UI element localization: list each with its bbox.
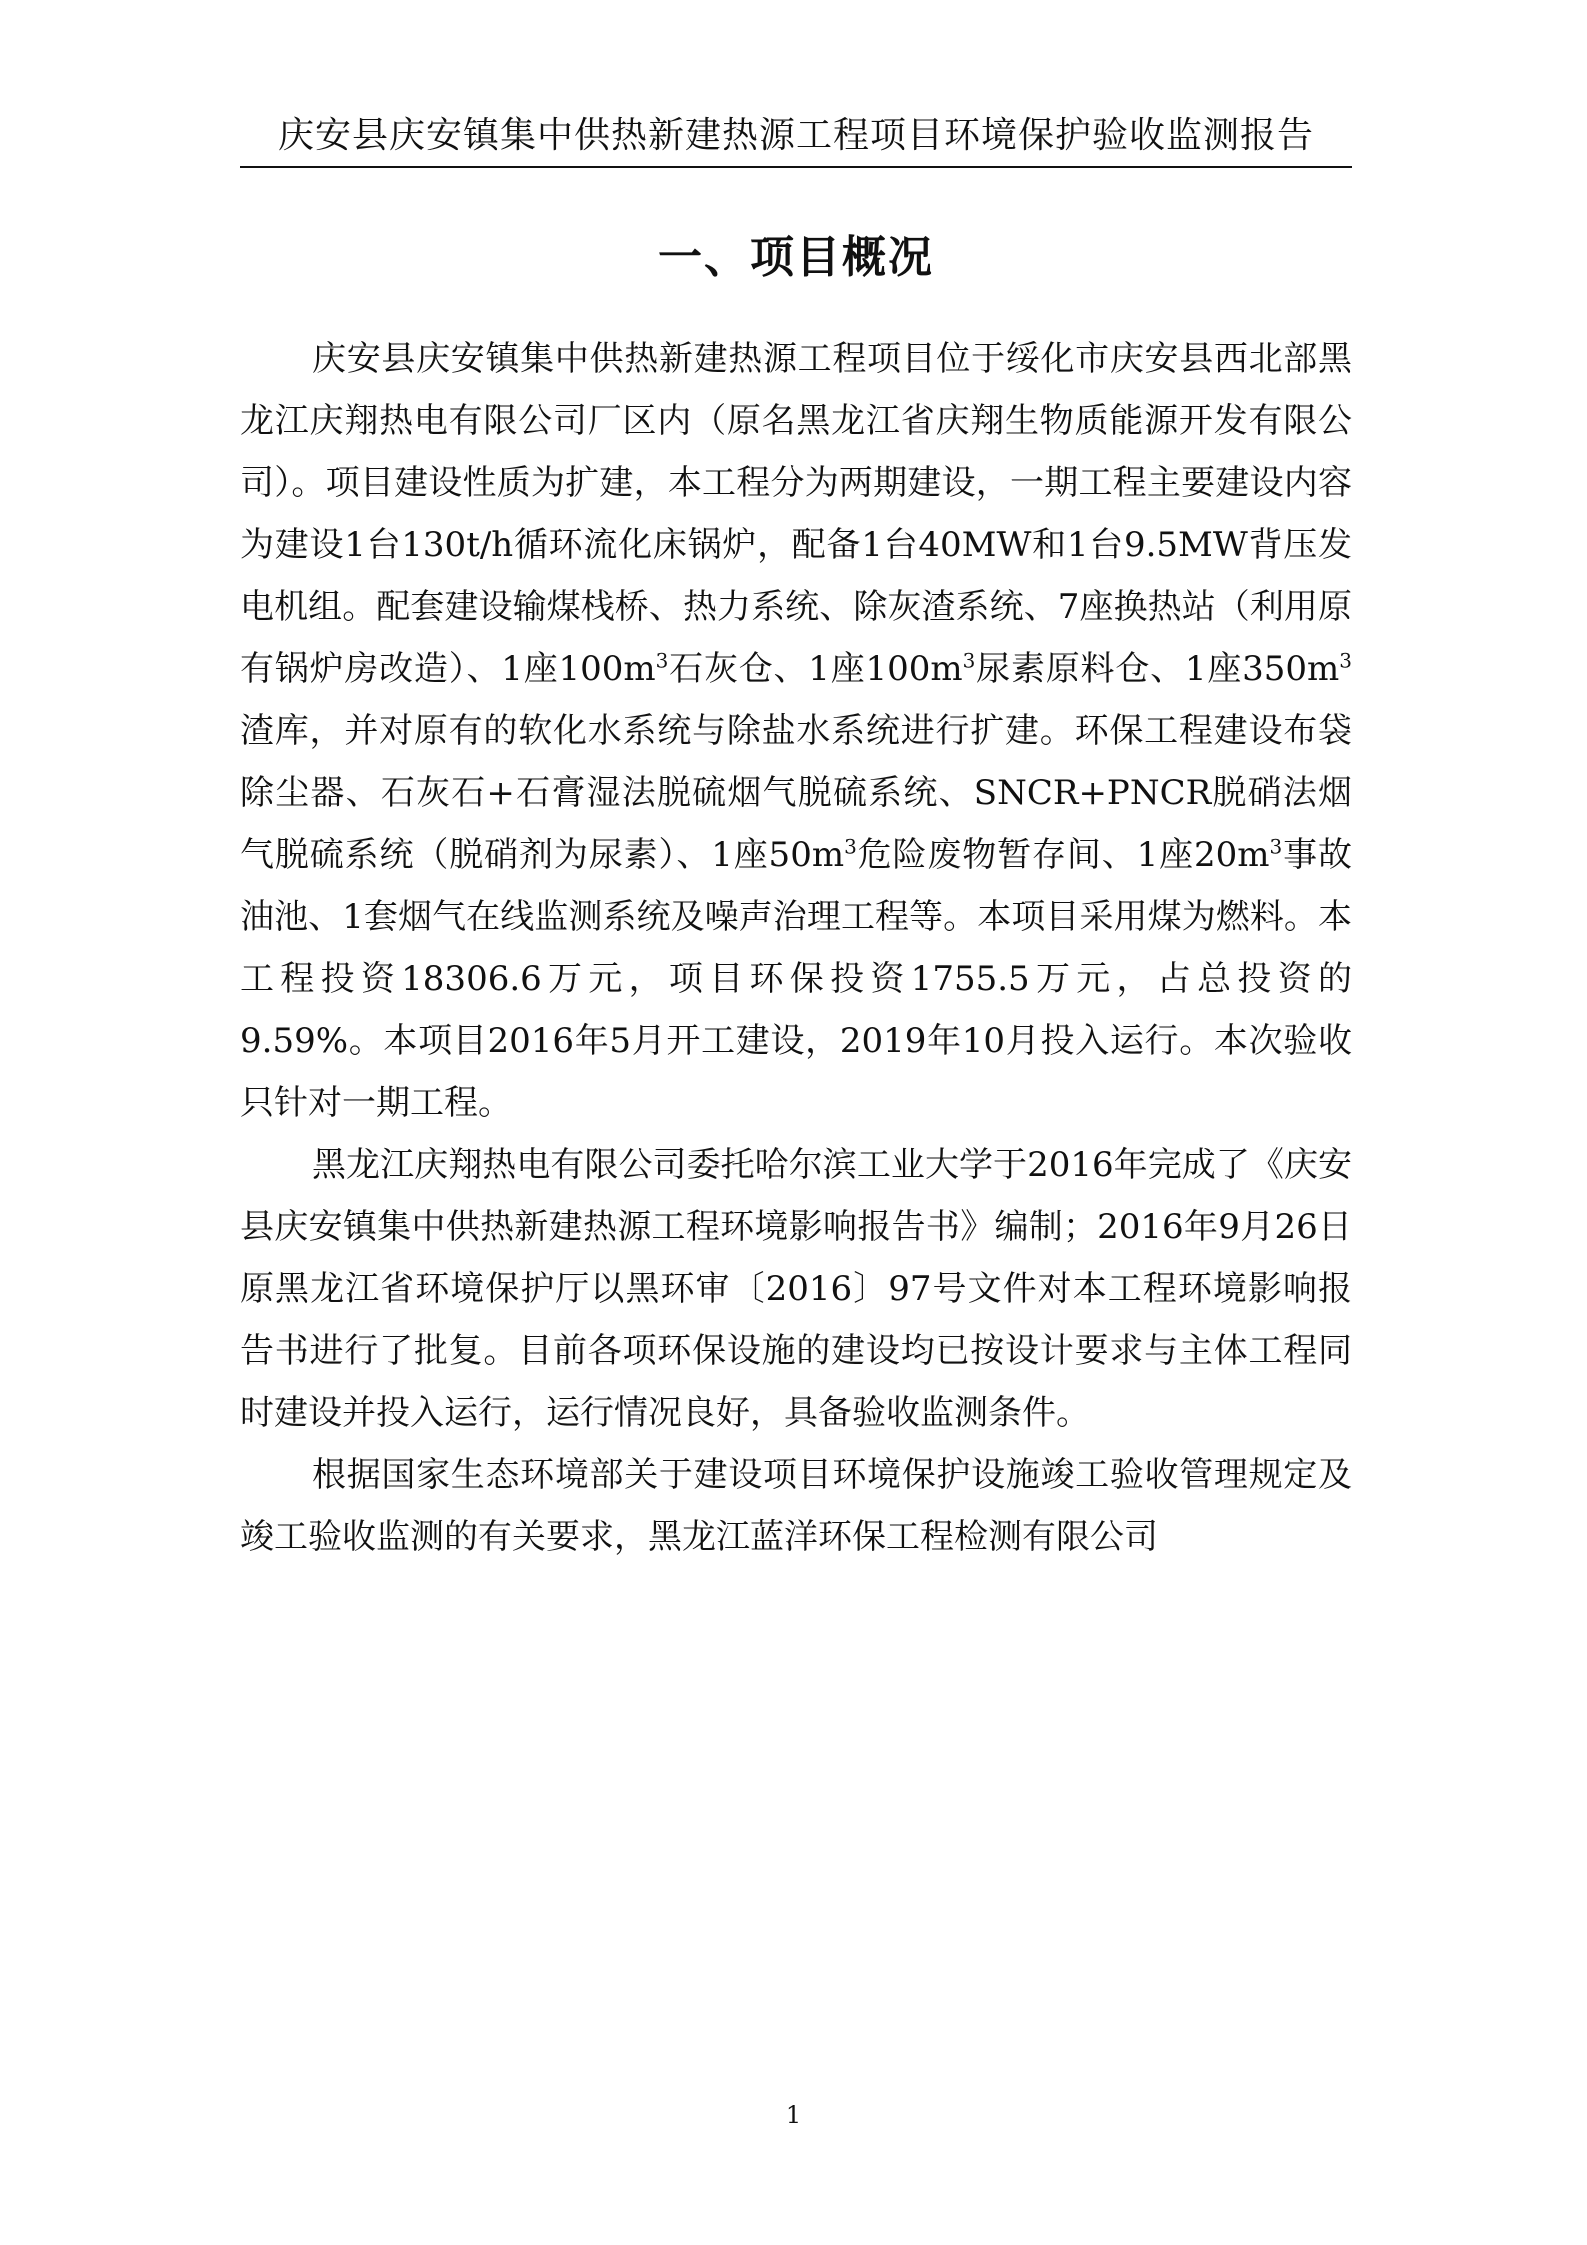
- superscript-cubic: 3: [1339, 648, 1352, 673]
- header-rule: [240, 166, 1352, 168]
- running-header: 庆安县庆安镇集中供热新建热源工程项目环境保护验收监测报告: [277, 115, 1314, 156]
- section-title: 一、项目概况: [658, 232, 934, 283]
- paragraph-text: 石灰仓、1座100m: [668, 649, 963, 689]
- body-text: [240, 328, 1352, 1568]
- paragraph-eia-approval: 黑龙江庆翔热电有限公司委托哈尔滨工业大学于2016年完成了《庆安县庆安镇集中供热新建热源工程环境影响报告书》编制；2016年9月26日原黑龙江省环境保护厅以黑环审〔2016〕97号文件对本工程环境影响报告书进行了批复。目前各项环保设施的建设均已按设计要求与主体工程同时建设并投入运行，运行情况良好，具备验收监测条件。: [240, 1145, 1352, 1433]
- paragraph-text: 庆安县庆安镇集中供热新建热源工程项目位于绥化市庆安县西北部黑龙江庆翔热电有限公司厂区内（原名黑龙江省庆翔生物质能源开发有限公司）。项目建设性质为扩建，本工程分为两期建设，一期工程主要建设内容为建设1台130t/h循环流化床锅炉，配备1台40MW和1台9.5MW背压发电机组。配套建设输煤栈桥、热力系统、除灰渣系统、7座换热站（利用原有锅炉房改造）、1座100m: [240, 339, 1352, 689]
- paragraph-text: 事故油池、1套烟气在线监测系统及噪声治理工程等。本项目采用煤为燃料。本工程投资18306.6万元，项目环保投资1755.5万元，占总投资的9.59%。本项目2016年5月开工建设，2019年10月投入运行。本次验收只针对一期工程。: [240, 835, 1353, 1123]
- paragraph-text: 渣库，并对原有的软化水系统与除盐水系统进行扩建。环保工程建设布袋除尘器、石灰石+石膏湿法脱硫烟气脱硫系统、SNCR+PNCR脱硝法烟气脱硫系统（脱硝剂为尿素）、1座50m: [240, 711, 1352, 875]
- superscript-cubic: 3: [844, 834, 857, 859]
- superscript-cubic: 3: [655, 648, 669, 673]
- paragraph-text: 危险废物暂存间、1座20m: [856, 835, 1270, 875]
- superscript-cubic: 3: [962, 648, 976, 673]
- superscript-cubic: 3: [1269, 834, 1283, 859]
- paragraph-text: 尿素原料仓、1座350m: [975, 649, 1340, 689]
- paragraph-acceptance-basis: 根据国家生态环境部关于建设项目环境保护设施竣工验收管理规定及竣工验收监测的有关要求，黑龙江蓝洋环保工程检测有限公司: [240, 1455, 1352, 1557]
- paragraph-project-overview: [240, 328, 1352, 1134]
- page-number: 1: [785, 2101, 802, 2129]
